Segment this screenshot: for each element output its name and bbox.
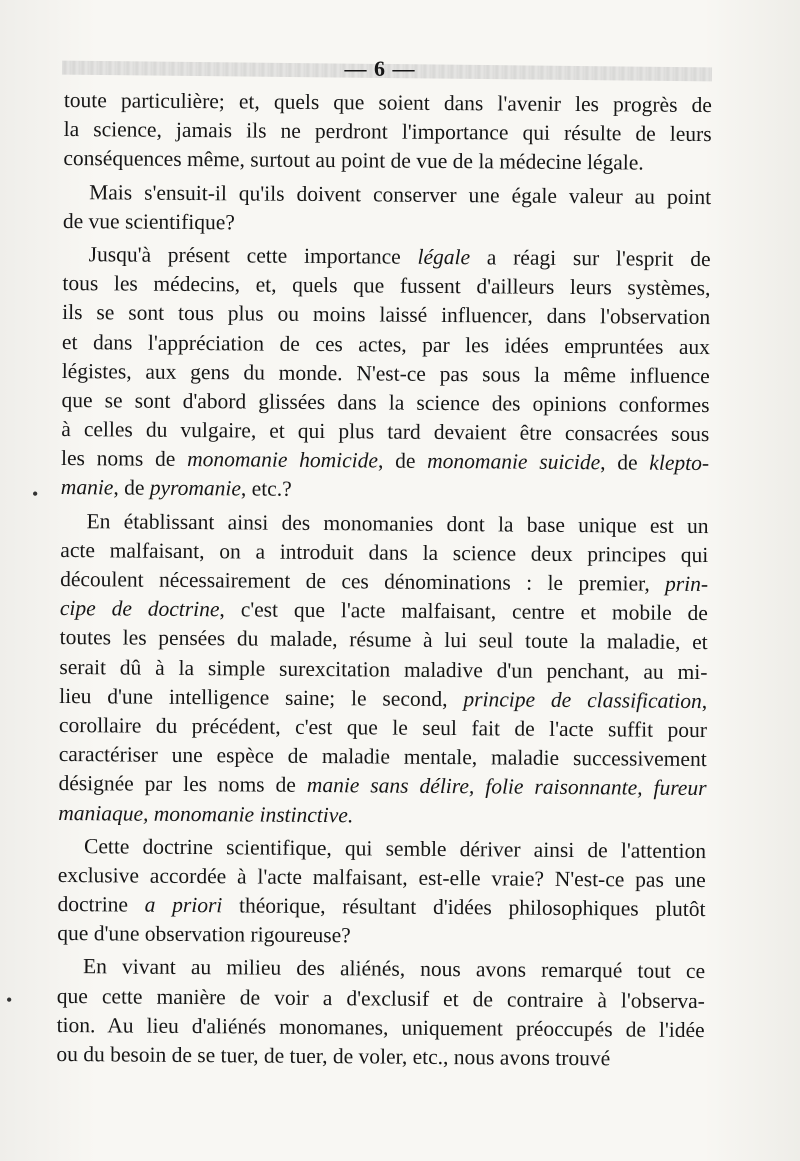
paragraph (61, 240, 711, 508)
paragraph (57, 832, 706, 954)
text-run: que se sont d'abord glissées dans la science des opinions conformes (61, 387, 710, 417)
text-run: acte malfaisant, on a introduit dans la science deux principes qui (60, 537, 709, 567)
text-run: à celles du vulgaire, et qui plus tard devaient être consacrées sous (61, 417, 710, 447)
text-run: En vivant au milieu des aliénés, nous avons remarqué tout ce (82, 954, 706, 984)
text-run: caractériser une espèce de maladie mentale, maladie successivement (58, 742, 707, 772)
text-run: ou du besoin de se tuer, de tuer, de voler, etc., nous avons trouvé (56, 1041, 611, 1071)
italic-text: cipe de doctrine (59, 596, 220, 622)
text-run: doctrine (57, 892, 145, 917)
text-run: , de (600, 450, 650, 475)
text-run: théorique, résultant d'idées philosophiques plutôt (222, 893, 706, 922)
text-line (63, 144, 711, 178)
italic-text: principe de classification (463, 686, 702, 713)
text-run: que d'une observation rigoureuse? (57, 921, 351, 948)
text-run: tous les médecins, et, quels que fussent d'ailleurs leurs systèmes, (62, 271, 711, 301)
text-run: et dans l'appréciation de ces actes, par les idées empruntées aux (61, 329, 711, 359)
text-run: lieu d'une intelligence saine; le second, (59, 683, 464, 711)
text-run: la science, jamais ils ne perdront l'importance qui résulte de leurs (63, 117, 712, 147)
paragraph (56, 952, 705, 1074)
text-run: conséquences même, surtout au point de vue de la médecine légale. (63, 146, 644, 175)
text-line (63, 178, 711, 212)
text-run: , (701, 688, 708, 713)
text-run: les noms de (60, 446, 188, 472)
text-line (58, 769, 706, 803)
paragraph (63, 178, 711, 241)
text-run: toute particulière; et, quels que soient dans l'avenir les progrès de (63, 87, 712, 118)
text-line (58, 798, 706, 832)
text-run: a réagi sur l'esprit de (469, 245, 711, 272)
text-run: désignée par les noms de (58, 771, 307, 798)
italic-text: prin- (665, 571, 709, 597)
text-run: légistes, aux gens du monde. N'est-ce pas sous la même influence (61, 358, 710, 388)
text-run: exclusive accordée à l'acte malfaisant, est-elle vraie? N'est-ce pas une (57, 862, 706, 892)
text-run: Mais s'ensuit-il qu'ils doivent conserver une égale valeur au point (89, 179, 712, 209)
text-line (62, 327, 710, 361)
text-run: ils se sont tous plus ou moins laissé influencer, dans l'observation (62, 300, 711, 330)
italic-text: monomanie homicide (187, 447, 379, 473)
paragraph (63, 86, 712, 179)
text-line (60, 623, 708, 657)
text-line (57, 952, 705, 986)
text-line (62, 298, 710, 332)
italic-text: pyromanie (149, 476, 242, 501)
text-run: serait dû à la simple surexcitation maladive d'un penchant, au mi- (59, 654, 708, 684)
italic-text: légale (417, 244, 471, 270)
text-run: , etc.? (240, 476, 292, 502)
page-number: — 6 — (344, 56, 416, 81)
text-run: , de (377, 448, 428, 474)
italic-text: klepto- (649, 450, 710, 476)
text-run: En établissant ainsi des monomanies dont la base unique est un (86, 508, 709, 538)
italic-text: a priori (144, 892, 223, 918)
text-run: tion. Au lieu d'aliénés monomanes, uniquement préoccupés de l'idée (56, 1012, 705, 1042)
text-run: , de (113, 475, 150, 501)
text-line (61, 473, 709, 507)
text-line (57, 919, 705, 953)
italic-text: manie (60, 475, 114, 500)
margin-mark: • (6, 990, 13, 1010)
text-run: corollaire du précédent, c'est que le seul fait de l'acte suffit pour (58, 712, 708, 743)
margin-mark: • (32, 484, 39, 504)
text-run: découlent nécessairement de ces dénominations : le premier, (60, 566, 666, 596)
italic-text: monomanie suicide (427, 449, 601, 475)
italic-text: maniaque, monomanie instinctive. (58, 800, 354, 827)
text-run: Jusqu'à présent cette importance (88, 242, 418, 269)
text-line (59, 653, 707, 687)
text-run: , c'est que l'acte malfaisant, centre et mobile de (219, 597, 708, 626)
text-line (56, 1040, 704, 1074)
italic-text: manie sans délire, folie raisonnante, fureur (306, 773, 707, 801)
body-text (56, 86, 712, 1078)
text-run: que cette manière de voir a d'exclusif et de contraire à l'observa- (56, 983, 705, 1013)
paragraph (58, 507, 709, 833)
text-line (63, 207, 711, 241)
text-line (57, 982, 705, 1016)
text-run: Cette doctrine scientifique, qui semble dériver ainsi de l'attention (83, 833, 707, 863)
text-run: toutes les pensées du malade, résume à lui seul toute la maladie, et (59, 625, 708, 655)
text-run: de vue scientifique? (62, 208, 235, 235)
